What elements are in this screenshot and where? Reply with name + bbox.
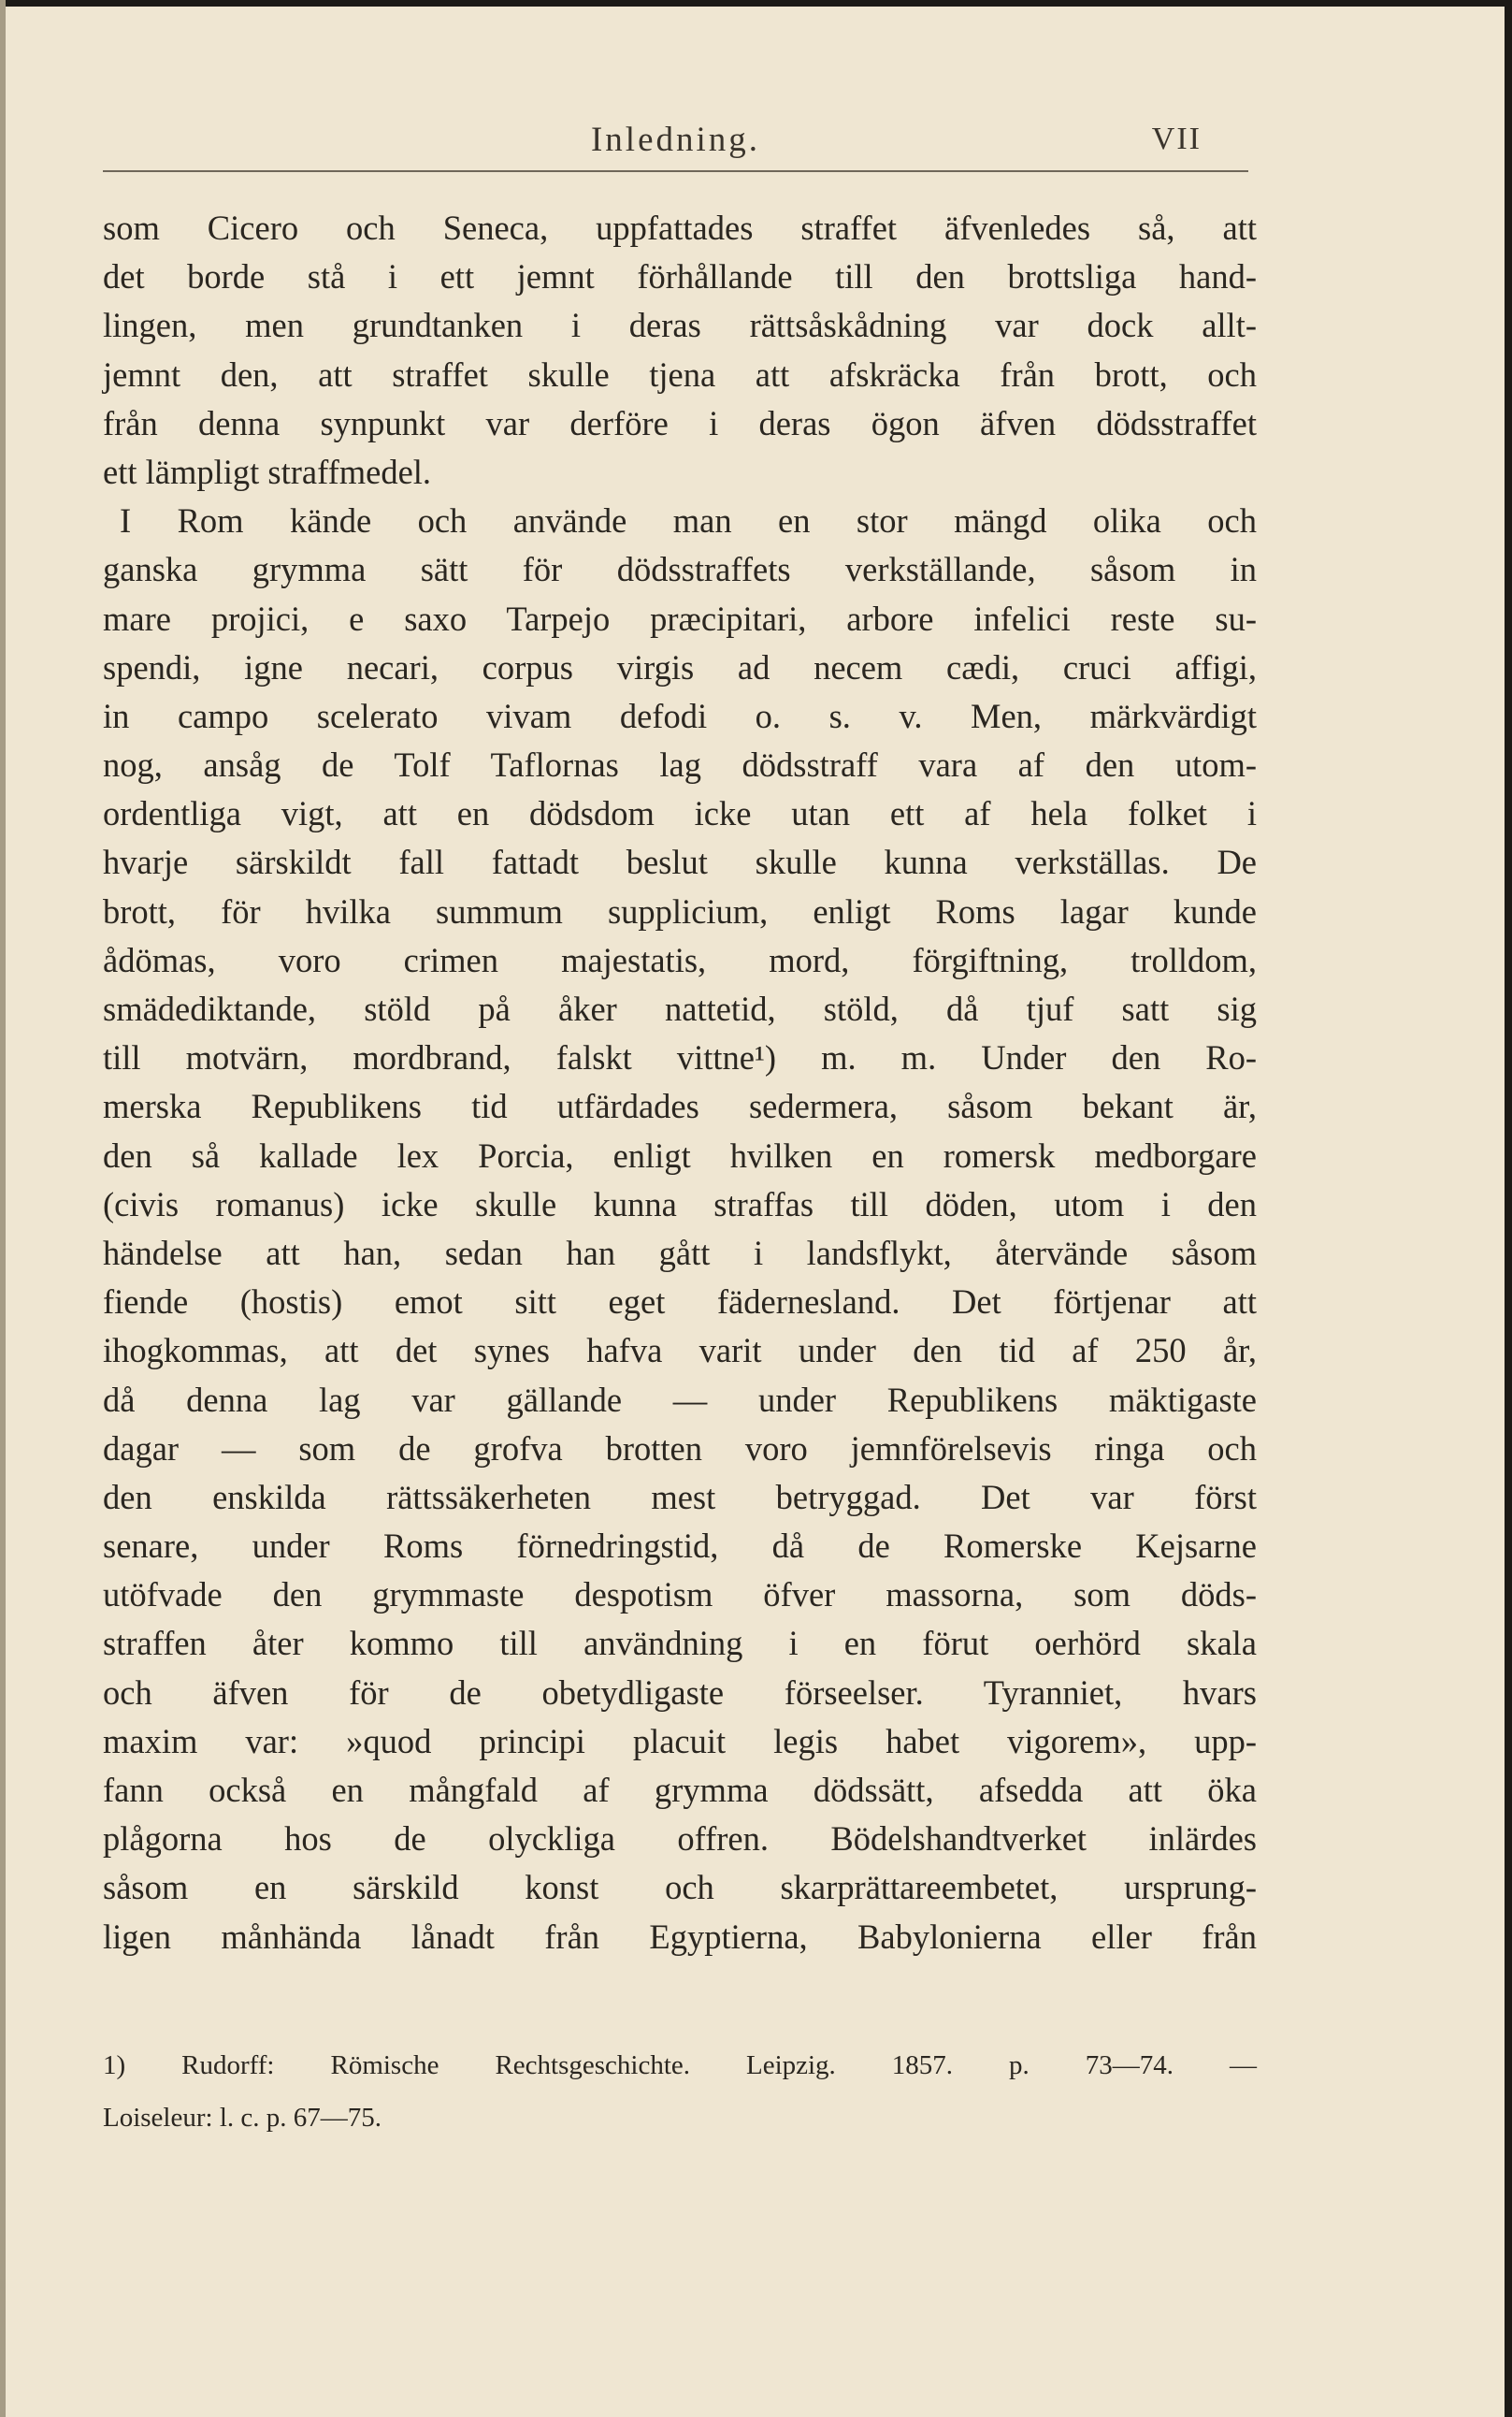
text-line: från denna synpunkt var derföre i deras ögon äfven dödsstraffet — [103, 403, 1257, 442]
text-line: händelse att han, sedan han gått i landsflykt, återvände såsom — [103, 1233, 1257, 1272]
text-line: fiende (hostis) emot sitt eget fädernesland. Det förtjenar att — [103, 1282, 1257, 1322]
text-line: hvarje särskildt fall fattadt beslut skulle kunna verkställas. De — [103, 843, 1257, 882]
text-line: merska Republikens tid utfärdades sedermera, såsom bekant är, — [103, 1087, 1257, 1126]
text-line: ligen månhända lånadt från Egyptierna, Babylonierna eller från — [103, 1917, 1257, 1956]
footnotes — [103, 2039, 1257, 2144]
text-line: ett lämpligt straffmedel. — [103, 452, 432, 491]
text-line: senare, under Roms förnedringstid, då de Romerske Kejsarne — [103, 1527, 1257, 1566]
text-line: den enskilda rättssäkerheten mest betryggad. Det var först — [103, 1477, 1257, 1516]
text-line: fann också en mångfald af grymma dödssätt, afsedda att öka — [103, 1771, 1257, 1809]
text-line: brott, för hvilka summum supplicium, enligt Roms lagar kunde — [103, 891, 1257, 931]
text-line: jemnt den, att straffet skulle tjena att afskräcka från brott, och — [103, 355, 1257, 394]
text-line: spendi, igne necari, corpus virgis ad necem cædi, cruci affigi, — [103, 647, 1257, 687]
text-line: mare projici, e saxo Tarpejo præcipitari, arbore infelici reste su- — [103, 599, 1257, 638]
text-line: det borde stå i ett jemnt förhållande till den brottsliga hand- — [103, 257, 1257, 297]
text-line: smädediktande, stöld på åker nattetid, stöld, då tjuf satt sig — [103, 990, 1257, 1028]
text-line: utöfvade den grymmaste despotism öfver massorna, som döds- — [103, 1575, 1257, 1614]
text-line: och äfven för de obetydligaste förseelser. Tyranniet, hvars — [103, 1672, 1257, 1712]
footnote-line: Loiseleur: l. c. p. 67—75. — [103, 2103, 382, 2133]
text-line: straffen åter kommo till användning i en förut oerhörd skala — [103, 1624, 1257, 1663]
footnote-line: 1) Rudorff: Römische Rechtsgeschichte. Leipzig. 1857. p. 73—74. — — [103, 2050, 1257, 2080]
text-line: till motvärn, mordbrand, falskt vittne¹) m. m. Under den Ro- — [103, 1038, 1257, 1078]
text-line: lingen, men grundtanken i deras rättsåskådning var dock allt- — [103, 306, 1257, 345]
page-edge-top — [0, 0, 1512, 7]
body-text — [103, 204, 1257, 1961]
text-line: I Rom kände och använde man en stor mängd olika och — [120, 501, 1257, 541]
text-line: in campo scelerato vivam defodi o. s. v. Men, märkvärdigt — [103, 696, 1257, 735]
text-line: dagar — som de grofva brotten voro jemnförelsevis ringa och — [103, 1428, 1257, 1468]
text-line: nog, ansåg de Tolf Taflornas lag dödsstraff vara af den utom- — [103, 745, 1257, 785]
header-rule — [103, 170, 1248, 172]
page-number: VII — [1151, 122, 1202, 156]
text-line: ådömas, voro crimen majestatis, mord, förgiftning, trolldom, — [103, 940, 1257, 979]
page-edge-right — [1505, 0, 1512, 2417]
text-line: maxim var: »quod principi placuit legis habet vigorem», upp- — [103, 1721, 1257, 1760]
text-line: (civis romanus) icke skulle kunna straffas till döden, utom i den — [103, 1184, 1257, 1223]
running-header — [103, 112, 1248, 168]
page-edge-left — [0, 0, 6, 2417]
text-line: den så kallade lex Porcia, enligt hvilken en romersk medborgare — [103, 1136, 1257, 1175]
text-line: ganska grymma sätt för dödsstraffets verkställande, såsom in — [103, 550, 1257, 589]
text-line: såsom en särskild konst och skarprättareembetet, ursprung- — [103, 1868, 1257, 1907]
text-line: ihogkommas, att det synes hafva varit under den tid af 250 år, — [103, 1331, 1257, 1370]
text-line: plågorna hos de olyckliga offren. Bödelshandtverket inlärdes — [103, 1819, 1257, 1859]
running-title: Inledning. — [590, 121, 761, 159]
text-line: ordentliga vigt, att en dödsdom icke utan ett af hela folket i — [103, 794, 1257, 833]
text-line: då denna lag var gällande — under Republikens mäktigaste — [103, 1380, 1257, 1419]
text-line: som Cicero och Seneca, uppfattades straffet äfvenledes så, att — [103, 209, 1257, 247]
